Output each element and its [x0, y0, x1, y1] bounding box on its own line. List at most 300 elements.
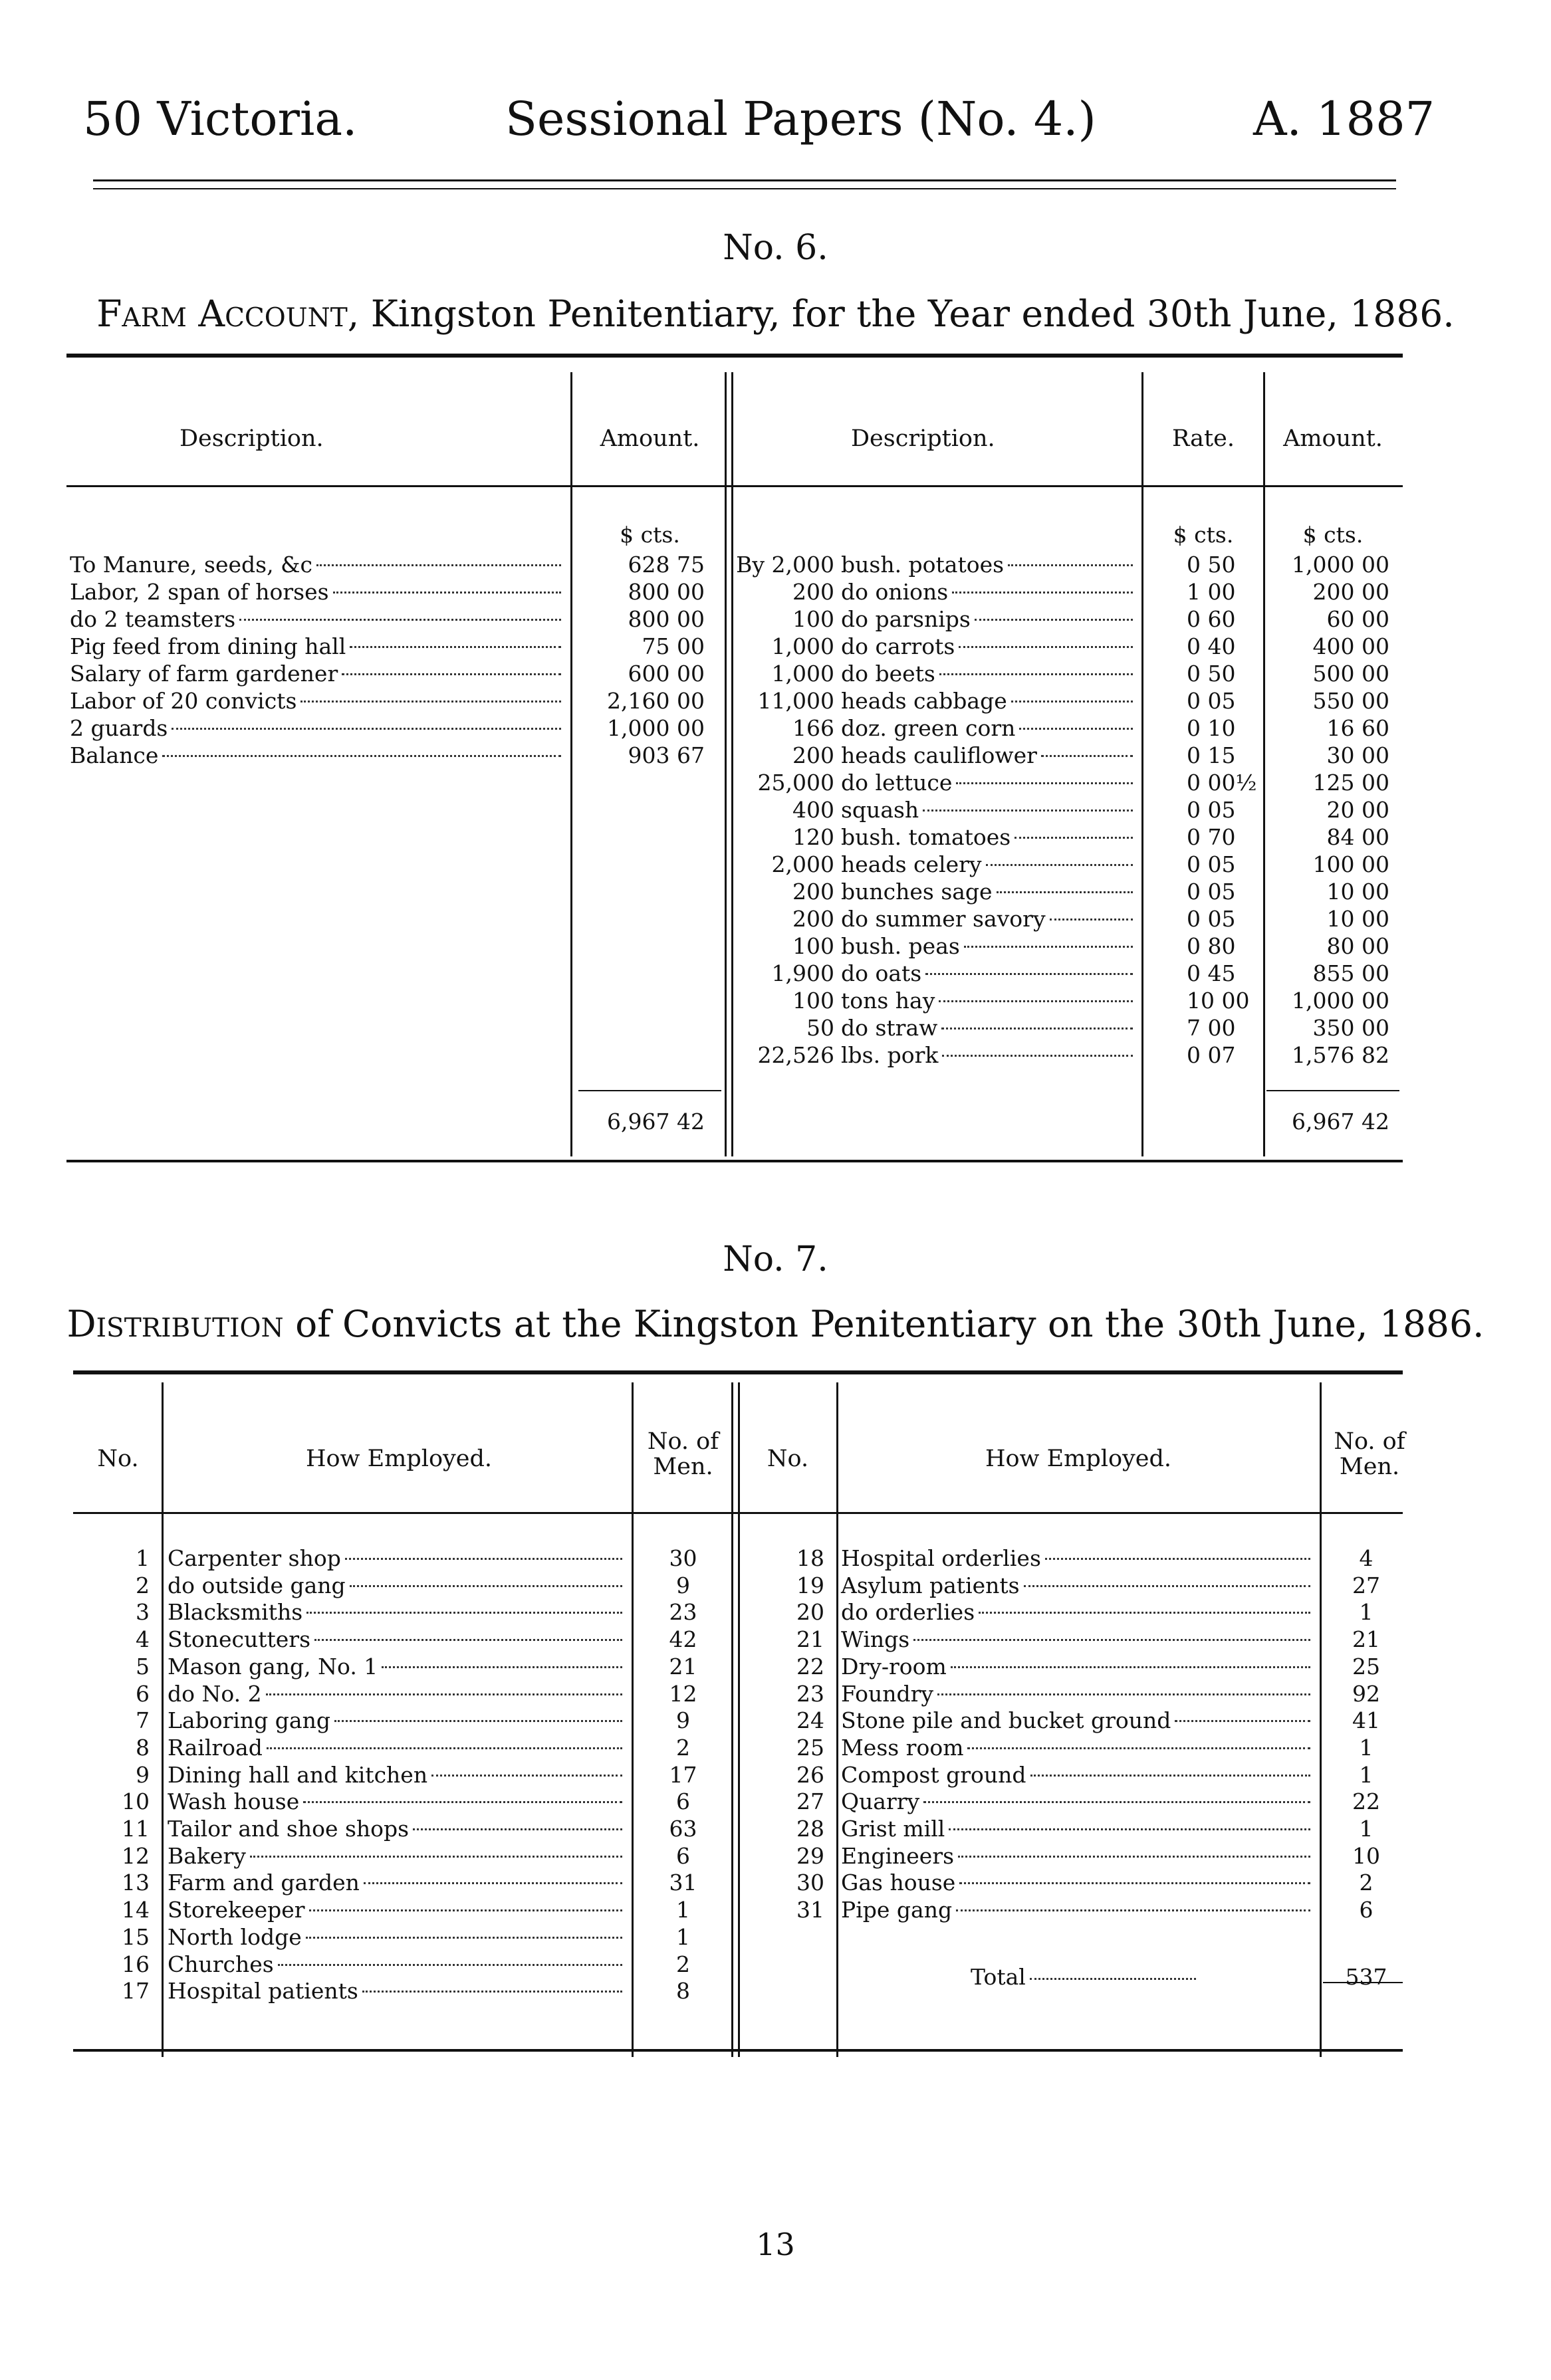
table7-right-no: 20	[796, 1599, 824, 1625]
table7-col-how-right: How Employed.	[985, 1446, 1172, 1472]
table7-left-how: do No. 2	[168, 1681, 262, 1707]
table7-left-men: 9	[676, 1707, 690, 1733]
table6-right-qty: 200	[792, 879, 834, 905]
table7-left-no: 5	[136, 1654, 150, 1679]
table6-total-rule-right	[1266, 1090, 1399, 1091]
header-left: 50 Victoria.	[83, 92, 358, 146]
table7-right-no: 28	[796, 1816, 824, 1842]
table7-right-leader	[937, 1693, 1310, 1695]
table7-left-how: Railroad	[168, 1735, 263, 1761]
table6-right-row	[841, 797, 1137, 823]
table7-left-row	[168, 1897, 626, 1923]
table6-col-rate: Rate.	[1172, 425, 1235, 452]
table7-left-men: 30	[669, 1545, 697, 1571]
table7-left-how: Bakery	[168, 1843, 246, 1869]
table7-left-men: 12	[669, 1681, 697, 1707]
table6-right-qty: By 2,000	[736, 552, 834, 578]
table6-title-lead: Farm Account,	[96, 292, 360, 335]
table6-right-leader	[975, 619, 1133, 621]
header-rule-top	[93, 179, 1396, 181]
table7-left-row	[168, 1735, 626, 1761]
table6-right-rate: 10 00	[1187, 988, 1250, 1014]
table7-left-men: 2	[676, 1735, 690, 1761]
table6-left-amount: 903 67	[628, 742, 705, 768]
table6-right-rate: 0 70	[1187, 824, 1236, 850]
table7-col-no-right: No.	[767, 1446, 809, 1472]
table7-right-leader	[959, 1882, 1310, 1884]
table7-right-how: Stone pile and bucket ground	[841, 1707, 1171, 1733]
table7-left-men: 6	[676, 1843, 690, 1869]
table7-left-leader	[306, 1937, 622, 1939]
table6-left-label: 2 guards	[70, 715, 168, 741]
table7-right-how: Quarry	[841, 1788, 920, 1814]
table6-left-amount: 600 00	[628, 661, 705, 687]
table6-right-rate: 0 60	[1187, 606, 1236, 632]
table6-unit-right-amount: $ cts.	[1302, 522, 1364, 548]
table7-right-men: 25	[1352, 1654, 1380, 1679]
table6-right-row	[841, 851, 1137, 878]
table7-vline-6	[1320, 1382, 1322, 2057]
table7-right-leader	[1024, 1585, 1310, 1587]
table6-right-amount: 1,000 00	[1292, 988, 1389, 1014]
table6-right-rate: 0 00½	[1187, 770, 1257, 796]
table7-right-men: 1	[1359, 1735, 1373, 1761]
table6-right-leader	[956, 782, 1133, 784]
table7-vline-1	[162, 1382, 164, 2057]
table7-right-men: 27	[1352, 1572, 1380, 1598]
table6-left-amount: 800 00	[628, 579, 705, 605]
table6-left-leader	[172, 728, 561, 730]
table6-right-amount: 60 00	[1326, 606, 1389, 632]
table6-right-amount: 200 00	[1312, 579, 1389, 605]
table7-right-no: 21	[796, 1626, 824, 1652]
table7-right-row	[841, 1599, 1314, 1626]
table6-right-item: bush. potatoes	[841, 552, 1005, 578]
table7-left-leader	[303, 1801, 622, 1803]
table6-total-rule-left	[578, 1090, 721, 1091]
table6-right-row	[841, 579, 1137, 605]
table6-right-row	[841, 688, 1137, 714]
table6-right-leader	[923, 810, 1133, 811]
table7-left-men: 31	[669, 1870, 697, 1895]
table6-vline-2	[725, 372, 727, 1156]
table7-left-row	[168, 1924, 626, 1951]
table7-left-how: Tailor and shoe shops	[168, 1816, 410, 1842]
table7-vline-5	[836, 1382, 838, 2057]
header-right: A. 1887	[1253, 92, 1435, 146]
table7-left-no: 17	[122, 1978, 150, 2004]
table7-bottom-rule	[73, 2049, 1403, 2052]
table7-left-row	[168, 1762, 626, 1788]
table7-left-no: 1	[136, 1545, 150, 1571]
table7-left-how: Stonecutters	[168, 1626, 311, 1652]
table7-right-leader	[951, 1666, 1310, 1668]
table7-col-men-right: No. of Men.	[1334, 1428, 1405, 1480]
table6-vline-3	[731, 372, 733, 1156]
table7-left-men: 1	[676, 1897, 690, 1923]
table6-right-item: doz. green corn	[841, 715, 1016, 741]
table6-right-leader	[964, 946, 1133, 948]
table6-vline-5	[1263, 372, 1265, 1156]
table7-right-men: 1	[1359, 1762, 1373, 1788]
table6-right-leader	[1008, 564, 1133, 566]
table6-right-rate: 0 10	[1187, 715, 1236, 741]
table6-right-amount: 500 00	[1312, 661, 1389, 687]
table6-left-amount: 800 00	[628, 606, 705, 632]
table7-right-men: 41	[1352, 1707, 1380, 1733]
table6-right-rate: 1 00	[1187, 579, 1236, 605]
table6-left-leader	[333, 592, 561, 594]
table7-total-leader	[1030, 1978, 1196, 1980]
table7-col-how-left: How Employed.	[305, 1446, 493, 1472]
table6-left-row	[70, 606, 565, 633]
table6-right-item: heads cauliflower	[841, 742, 1037, 768]
table7-vline-2	[632, 1382, 634, 2057]
table6-left-amount: 75 00	[642, 633, 705, 659]
table7-left-row	[168, 1626, 626, 1653]
table7-left-leader	[306, 1612, 622, 1614]
table6-right-item: heads celery	[841, 851, 982, 877]
table6-right-row	[841, 1015, 1137, 1041]
table7-left-row	[168, 1599, 626, 1626]
table7-left-row	[168, 1870, 626, 1896]
table6-right-leader	[1050, 919, 1133, 920]
table7-right-row	[841, 1843, 1314, 1870]
table7-right-leader	[967, 1747, 1310, 1749]
table7-left-how: Mason gang, No. 1	[168, 1654, 378, 1679]
table7-right-no: 31	[796, 1897, 824, 1923]
table6-right-qty: 50	[806, 1015, 834, 1041]
table6-right-qty: 1,000	[771, 661, 834, 687]
table6-right-item: do lettuce	[841, 770, 953, 796]
table6-right-qty: 25,000	[757, 770, 834, 796]
table6-right-rate: 0 05	[1187, 851, 1236, 877]
table6-right-row	[841, 770, 1137, 796]
table6-left-leader	[162, 755, 561, 757]
table7-left-no: 14	[122, 1897, 150, 1923]
table6-right-rate: 0 50	[1187, 552, 1236, 578]
table7-left-row	[168, 1572, 626, 1599]
table6-right-leader	[986, 864, 1133, 866]
table6-left-row	[70, 552, 565, 578]
table6-right-amount: 1,576 82	[1292, 1042, 1389, 1068]
table6-right-rate: 0 07	[1187, 1042, 1236, 1068]
table6-right-amount: 30 00	[1326, 742, 1389, 768]
table7-right-how: Engineers	[841, 1843, 955, 1869]
table7-right-row	[841, 1626, 1314, 1653]
table6-right-leader	[942, 1055, 1133, 1057]
table6-left-amount: 1,000 00	[607, 715, 705, 741]
table7-left-how: Wash house	[168, 1788, 300, 1814]
table7-right-row	[841, 1707, 1314, 1734]
table6-total-left: 6,967 42	[607, 1109, 705, 1135]
table7-left-how: North lodge	[168, 1924, 302, 1950]
table7-left-leader	[431, 1775, 622, 1777]
table6-right-item: bunches sage	[841, 879, 993, 905]
table6-left-row	[70, 688, 565, 714]
table7-left-no: 7	[136, 1707, 150, 1733]
table7-right-how: Grist mill	[841, 1816, 945, 1842]
table6-right-amount: 855 00	[1312, 960, 1389, 986]
table7-left-how: Laboring gang	[168, 1707, 330, 1733]
table7-left-row	[168, 1654, 626, 1680]
table7-right-how: Hospital orderlies	[841, 1545, 1041, 1571]
table7-left-no: 2	[136, 1572, 150, 1598]
table6-left-label: Pig feed from dining hall	[70, 633, 346, 659]
table6-right-item: tons hay	[841, 988, 935, 1014]
table6-right-qty: 11,000	[757, 688, 834, 714]
table6-right-row	[841, 633, 1137, 660]
table6-title-rest: Kingston Penitentiary, for the Year ended 30th June, 1886.	[359, 292, 1455, 335]
table7-right-leader	[1045, 1558, 1310, 1560]
table7-left-leader	[382, 1666, 622, 1668]
table7-left-men: 2	[676, 1951, 690, 1977]
table6-right-qty: 100	[792, 933, 834, 959]
table6-left-label: To Manure, seeds, &c	[70, 552, 312, 578]
table6-right-leader	[941, 1028, 1133, 1029]
table6-left-label: Balance	[70, 742, 159, 768]
table7-left-how: Blacksmiths	[168, 1599, 303, 1625]
table6-right-amount: 80 00	[1326, 933, 1389, 959]
table6-right-row	[841, 960, 1137, 987]
table7-left-row	[168, 1816, 626, 1842]
table7-right-row	[841, 1870, 1314, 1896]
header-rule-bottom	[93, 188, 1396, 189]
table6-left-leader	[239, 619, 561, 621]
table6-right-leader	[952, 592, 1133, 594]
table6-right-item: squash	[841, 797, 919, 823]
table6-right-qty: 1,900	[771, 960, 834, 986]
table7-total-label	[971, 1964, 1196, 1991]
table6-right-qty: 400	[792, 797, 834, 823]
table7-left-row	[168, 1545, 626, 1572]
table7-vline-4	[738, 1382, 740, 2057]
table7-right-men: 21	[1352, 1626, 1380, 1652]
table6-left-amount: 2,160 00	[607, 688, 705, 714]
table7-left-how: Storekeeper	[168, 1897, 305, 1923]
table7-right-no: 24	[796, 1707, 824, 1733]
table6-right-amount: 400 00	[1312, 633, 1389, 659]
table7-left-men: 21	[669, 1654, 697, 1679]
table6-left-leader	[342, 673, 561, 675]
table6-right-leader	[939, 673, 1133, 675]
table6-vline-1	[570, 372, 572, 1156]
table6-right-item: bush. tomatoes	[841, 824, 1011, 850]
table6-right-qty: 1,000	[771, 633, 834, 659]
table6-right-leader	[997, 891, 1133, 893]
table6-right-qty: 2,000	[771, 851, 834, 877]
table6-right-row	[841, 879, 1137, 905]
table6-left-leader	[316, 564, 561, 566]
table7-left-men: 23	[669, 1599, 697, 1625]
table7-right-how: Mess room	[841, 1735, 964, 1761]
table7-right-how: Gas house	[841, 1870, 956, 1895]
table6-right-rate: 0 50	[1187, 661, 1236, 687]
table7-right-no: 19	[796, 1572, 824, 1598]
table6-right-amount: 10 00	[1326, 906, 1389, 932]
table7-right-men: 4	[1359, 1545, 1373, 1571]
table6-right-row	[841, 824, 1137, 851]
table7-left-leader	[266, 1693, 622, 1695]
table7-left-how: Carpenter shop	[168, 1545, 341, 1571]
table6-right-item: bush. peas	[841, 933, 960, 959]
table6-left-row	[70, 715, 565, 742]
table7-right-no: 22	[796, 1654, 824, 1679]
table7-right-row	[841, 1816, 1314, 1842]
table7-left-no: 3	[136, 1599, 150, 1625]
table7-right-men: 1	[1359, 1816, 1373, 1842]
table6-right-item: do beets	[841, 661, 935, 687]
table7-right-men: 10	[1352, 1843, 1380, 1869]
table7-left-how: Hospital patients	[168, 1978, 358, 2004]
page-number: 13	[756, 2226, 795, 2262]
table6-right-item: do summer savory	[841, 906, 1046, 932]
table7-right-how: Pipe gang	[841, 1897, 953, 1923]
table7-left-men: 9	[676, 1572, 690, 1598]
table6-unit-left-amount: $ cts.	[620, 522, 680, 548]
table7-left-leader	[278, 1964, 622, 1966]
table7-title-lead: Distribution	[66, 1303, 284, 1345]
table7-left-men: 8	[676, 1978, 690, 2004]
table7-left-no: 12	[122, 1843, 150, 1869]
table7-head-rule	[73, 1512, 1403, 1514]
table7-right-row	[841, 1788, 1314, 1815]
table7-left-how: Farm and garden	[168, 1870, 360, 1895]
table7-right-how: Dry-room	[841, 1654, 947, 1679]
table6-right-item: heads cabbage	[841, 688, 1007, 714]
table6-right-rate: 0 05	[1187, 879, 1236, 905]
table7-left-leader	[362, 1991, 622, 1993]
table7-right-men: 6	[1359, 1897, 1373, 1923]
table7-right-how: do orderlies	[841, 1599, 975, 1625]
table6-right-amount: 84 00	[1326, 824, 1389, 850]
table6-col-description-left: Description.	[179, 425, 324, 452]
table6-right-row	[841, 742, 1137, 769]
table7-right-leader	[979, 1612, 1310, 1614]
table7-vline-3	[731, 1382, 733, 2057]
table7-left-leader	[267, 1747, 622, 1749]
table6-bottom-rule	[66, 1160, 1403, 1162]
table7-right-men: 92	[1352, 1681, 1380, 1707]
table7-right-leader	[913, 1639, 1310, 1641]
table6-title	[0, 292, 1551, 335]
table6-right-leader	[959, 646, 1133, 648]
table6-right-leader	[1019, 728, 1133, 730]
table7-total-value: 537	[1345, 1964, 1387, 1990]
table6-right-row	[841, 988, 1137, 1014]
table6-left-amount: 628 75	[628, 552, 705, 578]
table7-right-row	[841, 1735, 1314, 1761]
table7-left-no: 10	[122, 1788, 150, 1814]
table7-right-row	[841, 1681, 1314, 1707]
table6-right-qty: 200	[792, 579, 834, 605]
table7-left-men: 17	[669, 1762, 697, 1788]
table7-left-no: 6	[136, 1681, 150, 1707]
table7-right-leader	[1175, 1720, 1310, 1722]
table6-right-qty: 100	[792, 988, 834, 1014]
table6-right-qty: 166	[792, 715, 834, 741]
table6-total-right: 6,967 42	[1292, 1109, 1389, 1135]
table6-vline-4	[1141, 372, 1143, 1156]
table7-right-row	[841, 1897, 1314, 1923]
table6-right-rate: 0 45	[1187, 960, 1236, 986]
table7-right-leader	[949, 1828, 1310, 1830]
table6-right-amount: 16 60	[1326, 715, 1389, 741]
table6-right-rate: 0 05	[1187, 688, 1236, 714]
table6-left-row	[70, 579, 565, 605]
table7-left-leader	[314, 1639, 622, 1641]
table7-right-men: 22	[1352, 1788, 1380, 1814]
table6-left-label: Labor of 20 convicts	[70, 688, 297, 714]
table6-right-rate: 7 00	[1187, 1015, 1236, 1041]
table6-right-qty: 120	[792, 824, 834, 850]
table7-col-no-left: No.	[97, 1446, 139, 1472]
table6-right-amount: 10 00	[1326, 879, 1389, 905]
table7-right-leader	[956, 1909, 1310, 1911]
table6-number: No. 6.	[723, 228, 828, 268]
table7-number: No. 7.	[723, 1240, 828, 1279]
table7-left-leader	[413, 1828, 622, 1830]
table6-right-item: do parsnips	[841, 606, 971, 632]
table6-right-row	[841, 933, 1137, 960]
table7-right-no: 18	[796, 1545, 824, 1571]
table7-right-no: 29	[796, 1843, 824, 1869]
table6-right-qty: 22,526	[757, 1042, 834, 1068]
table6-right-amount: 350 00	[1312, 1015, 1389, 1041]
table7-col-men-left: No. of Men.	[647, 1428, 719, 1480]
table7-left-leader	[309, 1909, 622, 1911]
table7-right-no: 26	[796, 1762, 824, 1788]
table6-right-qty: 200	[792, 742, 834, 768]
table6-right-rate: 0 15	[1187, 742, 1236, 768]
table6-right-item: do oats	[841, 960, 922, 986]
table7-left-no: 4	[136, 1626, 150, 1652]
table6-right-qty: 200	[792, 906, 834, 932]
table6-right-amount: 125 00	[1312, 770, 1389, 796]
table6-top-rule	[66, 354, 1403, 358]
header-center: Sessional Papers (No. 4.)	[505, 92, 1096, 146]
table7-left-no: 15	[122, 1924, 150, 1950]
table7-right-row	[841, 1545, 1314, 1572]
table7-left-no: 13	[122, 1870, 150, 1895]
table7-left-row	[168, 1843, 626, 1870]
table7-right-row	[841, 1572, 1314, 1599]
table7-right-men: 2	[1359, 1870, 1373, 1895]
table7-left-leader	[364, 1882, 622, 1884]
table7-left-men: 1	[676, 1924, 690, 1950]
table6-right-leader	[1041, 755, 1133, 757]
table7-left-men: 63	[669, 1816, 697, 1842]
table7-left-men: 42	[669, 1626, 697, 1652]
table7-right-how: Foundry	[841, 1681, 934, 1707]
table6-right-amount: 1,000 00	[1292, 552, 1389, 578]
table7-right-how: Wings	[841, 1626, 910, 1652]
table7-right-leader	[958, 1856, 1310, 1858]
table7-right-how: Asylum patients	[841, 1572, 1020, 1598]
table7-left-row	[168, 1681, 626, 1707]
table7-left-how: Dining hall and kitchen	[168, 1762, 428, 1788]
table6-right-amount: 20 00	[1326, 797, 1389, 823]
table7-right-men: 1	[1359, 1599, 1373, 1625]
table6-right-row	[841, 715, 1137, 742]
table7-right-leader	[1030, 1775, 1311, 1777]
table7-left-row	[168, 1951, 626, 1978]
table7-right-no: 27	[796, 1788, 824, 1814]
table6-right-item: do straw	[841, 1015, 938, 1041]
table6-unit-rate: $ cts.	[1173, 522, 1234, 548]
table6-right-item: do carrots	[841, 633, 955, 659]
table6-left-leader	[300, 701, 561, 703]
